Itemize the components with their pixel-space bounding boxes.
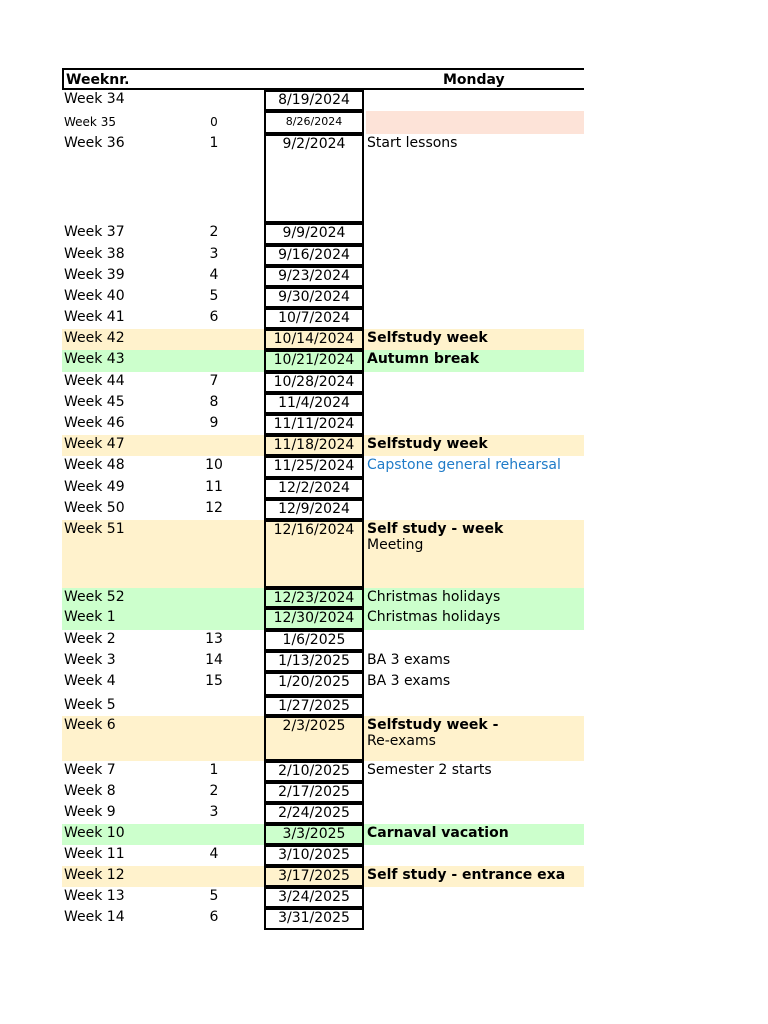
lesson-week-number: 2 bbox=[209, 224, 219, 240]
table-row bbox=[62, 287, 584, 308]
activity-text: Capstone general rehearsal bbox=[367, 457, 561, 473]
activity-cell bbox=[366, 866, 584, 887]
table-row bbox=[62, 824, 584, 845]
table-row bbox=[62, 372, 584, 393]
activity-cell bbox=[366, 520, 584, 588]
table-row bbox=[62, 308, 584, 329]
week-label: Week 35 bbox=[64, 115, 116, 129]
lesson-week-number: 13 bbox=[205, 631, 223, 647]
week-label: Week 9 bbox=[64, 804, 116, 820]
week-label: Week 45 bbox=[64, 394, 125, 410]
header-monday: Monday bbox=[443, 72, 505, 88]
activity-subtext: Re-exams bbox=[367, 733, 436, 749]
activity-cell bbox=[366, 845, 584, 866]
week-label: Week 39 bbox=[64, 267, 125, 283]
week-label: Week 1 bbox=[64, 609, 116, 625]
lesson-week-number: 4 bbox=[209, 846, 219, 862]
activity-cell bbox=[366, 134, 584, 223]
table-row bbox=[62, 266, 584, 287]
monday-date: 9/23/2024 bbox=[264, 266, 364, 287]
monday-date: 3/31/2025 bbox=[264, 908, 364, 930]
lesson-week-number: 8 bbox=[209, 394, 219, 410]
activity-cell bbox=[366, 350, 584, 372]
activity-subtext: Meeting bbox=[367, 537, 424, 553]
table-row bbox=[62, 866, 584, 887]
monday-date: 2/10/2025 bbox=[264, 761, 364, 782]
activity-cell bbox=[366, 111, 584, 134]
week-label: Week 43 bbox=[64, 351, 125, 367]
lesson-week-number: 7 bbox=[209, 373, 219, 389]
lesson-week-number: 2 bbox=[209, 783, 219, 799]
table-row bbox=[62, 696, 584, 716]
header-row bbox=[62, 68, 584, 90]
week-label: Week 13 bbox=[64, 888, 125, 904]
table-row bbox=[62, 716, 584, 761]
schedule-sheet bbox=[62, 68, 584, 930]
activity-cell bbox=[366, 414, 584, 435]
table-row bbox=[62, 90, 584, 111]
activity-cell bbox=[366, 308, 584, 329]
week-label: Week 3 bbox=[64, 652, 116, 668]
week-label: Week 52 bbox=[64, 589, 125, 605]
activity-cell bbox=[366, 223, 584, 245]
activity-text: Christmas holidays bbox=[367, 589, 501, 605]
monday-date: 10/7/2024 bbox=[264, 308, 364, 329]
table-row bbox=[62, 329, 584, 350]
activity-cell bbox=[366, 372, 584, 393]
table-row bbox=[62, 630, 584, 651]
lesson-week-number: 0 bbox=[210, 115, 218, 129]
activity-text: Self study - entrance exa bbox=[367, 867, 566, 883]
table-row bbox=[62, 435, 584, 456]
activity-cell bbox=[366, 266, 584, 287]
monday-date: 8/19/2024 bbox=[264, 90, 364, 111]
table-row bbox=[62, 134, 584, 223]
table-row bbox=[62, 456, 584, 478]
week-label: Week 51 bbox=[64, 521, 125, 537]
activity-text: Carnaval vacation bbox=[367, 825, 509, 841]
monday-date: 12/16/2024 bbox=[264, 520, 364, 588]
monday-date: 3/24/2025 bbox=[264, 887, 364, 908]
activity-cell bbox=[366, 90, 584, 111]
table-row bbox=[62, 478, 584, 499]
table-row bbox=[62, 520, 584, 588]
monday-date: 9/9/2024 bbox=[264, 223, 364, 245]
monday-date: 1/20/2025 bbox=[264, 672, 364, 696]
monday-date: 11/18/2024 bbox=[264, 435, 364, 456]
monday-date: 9/30/2024 bbox=[264, 287, 364, 308]
lesson-week-number: 14 bbox=[205, 652, 223, 668]
week-label: Week 7 bbox=[64, 762, 116, 778]
activity-text: BA 3 exams bbox=[367, 673, 451, 689]
table-row bbox=[62, 761, 584, 782]
table-row bbox=[62, 245, 584, 266]
lesson-week-number: 1 bbox=[209, 762, 219, 778]
activity-text: BA 3 exams bbox=[367, 652, 451, 668]
activity-cell bbox=[366, 499, 584, 520]
activity-cell bbox=[366, 782, 584, 803]
monday-date: 9/16/2024 bbox=[264, 245, 364, 266]
table-row bbox=[62, 414, 584, 435]
week-label: Week 46 bbox=[64, 415, 125, 431]
monday-date: 3/3/2025 bbox=[264, 824, 364, 845]
monday-date: 1/13/2025 bbox=[264, 651, 364, 672]
table-row bbox=[62, 845, 584, 866]
activity-text: Selfstudy week bbox=[367, 436, 488, 452]
activity-cell bbox=[366, 672, 584, 696]
monday-date: 2/17/2025 bbox=[264, 782, 364, 803]
week-label: Week 12 bbox=[64, 867, 125, 883]
week-label: Week 14 bbox=[64, 909, 125, 925]
week-label: Week 49 bbox=[64, 479, 125, 495]
table-row bbox=[62, 588, 584, 608]
monday-date: 11/4/2024 bbox=[264, 393, 364, 414]
monday-date: 10/28/2024 bbox=[264, 372, 364, 393]
monday-date: 2/24/2025 bbox=[264, 803, 364, 824]
monday-date: 3/17/2025 bbox=[264, 866, 364, 887]
monday-date: 2/3/2025 bbox=[264, 716, 364, 761]
week-label: Week 40 bbox=[64, 288, 125, 304]
activity-cell bbox=[366, 696, 584, 716]
table-row bbox=[62, 223, 584, 245]
activity-cell bbox=[366, 716, 584, 761]
week-label: Week 47 bbox=[64, 436, 125, 452]
monday-date: 12/23/2024 bbox=[264, 588, 364, 608]
week-label: Week 36 bbox=[64, 135, 125, 151]
monday-date: 12/9/2024 bbox=[264, 499, 364, 520]
lesson-week-number: 1 bbox=[209, 135, 219, 151]
activity-cell bbox=[366, 456, 584, 478]
lesson-week-number: 9 bbox=[209, 415, 219, 431]
activity-cell bbox=[366, 887, 584, 908]
activity-text: Self study - week bbox=[367, 521, 504, 537]
monday-date: 8/26/2024 bbox=[264, 111, 364, 134]
week-label: Week 4 bbox=[64, 673, 116, 689]
monday-date: 12/2/2024 bbox=[264, 478, 364, 499]
week-label: Week 38 bbox=[64, 246, 125, 262]
header-weeknr: Weeknr. bbox=[66, 72, 130, 88]
week-label: Week 41 bbox=[64, 309, 125, 325]
week-label: Week 2 bbox=[64, 631, 116, 647]
activity-text: Christmas holidays bbox=[367, 609, 501, 625]
activity-cell bbox=[366, 435, 584, 456]
activity-cell bbox=[366, 478, 584, 499]
activity-cell bbox=[366, 287, 584, 308]
lesson-week-number: 4 bbox=[209, 267, 219, 283]
monday-date: 11/11/2024 bbox=[264, 414, 364, 435]
activity-cell bbox=[366, 245, 584, 266]
table-row bbox=[62, 111, 584, 134]
table-row bbox=[62, 672, 584, 696]
monday-date: 11/25/2024 bbox=[264, 456, 364, 478]
table-row bbox=[62, 608, 584, 630]
lesson-week-number: 3 bbox=[209, 804, 219, 820]
monday-date: 9/2/2024 bbox=[264, 134, 364, 223]
activity-cell bbox=[366, 393, 584, 414]
week-rows bbox=[62, 90, 584, 930]
lesson-week-number: 6 bbox=[209, 909, 219, 925]
activity-text: Selfstudy week bbox=[367, 330, 488, 346]
activity-cell bbox=[366, 824, 584, 845]
monday-date: 10/21/2024 bbox=[264, 350, 364, 372]
activity-text: Semester 2 starts bbox=[367, 762, 492, 778]
monday-date: 12/30/2024 bbox=[264, 608, 364, 630]
activity-text: Start lessons bbox=[367, 135, 458, 151]
lesson-week-number: 5 bbox=[209, 888, 219, 904]
table-row bbox=[62, 803, 584, 824]
week-label: Week 44 bbox=[64, 373, 125, 389]
table-row bbox=[62, 499, 584, 520]
table-row bbox=[62, 350, 584, 372]
lesson-week-number: 15 bbox=[205, 673, 223, 689]
activity-cell bbox=[366, 630, 584, 651]
activity-cell bbox=[366, 803, 584, 824]
lesson-week-number: 5 bbox=[209, 288, 219, 304]
week-label: Week 10 bbox=[64, 825, 125, 841]
week-label: Week 37 bbox=[64, 224, 125, 240]
week-label: Week 48 bbox=[64, 457, 125, 473]
table-row bbox=[62, 651, 584, 672]
monday-date: 1/6/2025 bbox=[264, 630, 364, 651]
week-label: Week 11 bbox=[64, 846, 125, 862]
activity-cell bbox=[366, 761, 584, 782]
lesson-week-number: 6 bbox=[209, 309, 219, 325]
table-row bbox=[62, 908, 584, 930]
lesson-week-number: 3 bbox=[209, 246, 219, 262]
table-row bbox=[62, 887, 584, 908]
monday-date: 1/27/2025 bbox=[264, 696, 364, 716]
lesson-week-number: 12 bbox=[205, 500, 223, 516]
table-row bbox=[62, 782, 584, 803]
lesson-week-number: 10 bbox=[205, 457, 223, 473]
week-label: Week 6 bbox=[64, 717, 116, 733]
activity-cell bbox=[366, 329, 584, 350]
activity-cell bbox=[366, 651, 584, 672]
week-label: Week 42 bbox=[64, 330, 125, 346]
activity-text: Autumn break bbox=[367, 351, 480, 367]
activity-text: Selfstudy week - bbox=[367, 717, 499, 733]
table-row bbox=[62, 393, 584, 414]
monday-date: 3/10/2025 bbox=[264, 845, 364, 866]
week-label: Week 34 bbox=[64, 91, 125, 107]
monday-date: 10/14/2024 bbox=[264, 329, 364, 350]
lesson-week-number: 11 bbox=[205, 479, 223, 495]
week-label: Week 5 bbox=[64, 697, 116, 713]
activity-cell bbox=[366, 608, 584, 630]
week-label: Week 50 bbox=[64, 500, 125, 516]
activity-cell bbox=[366, 588, 584, 608]
week-label: Week 8 bbox=[64, 783, 116, 799]
activity-cell bbox=[366, 908, 584, 930]
